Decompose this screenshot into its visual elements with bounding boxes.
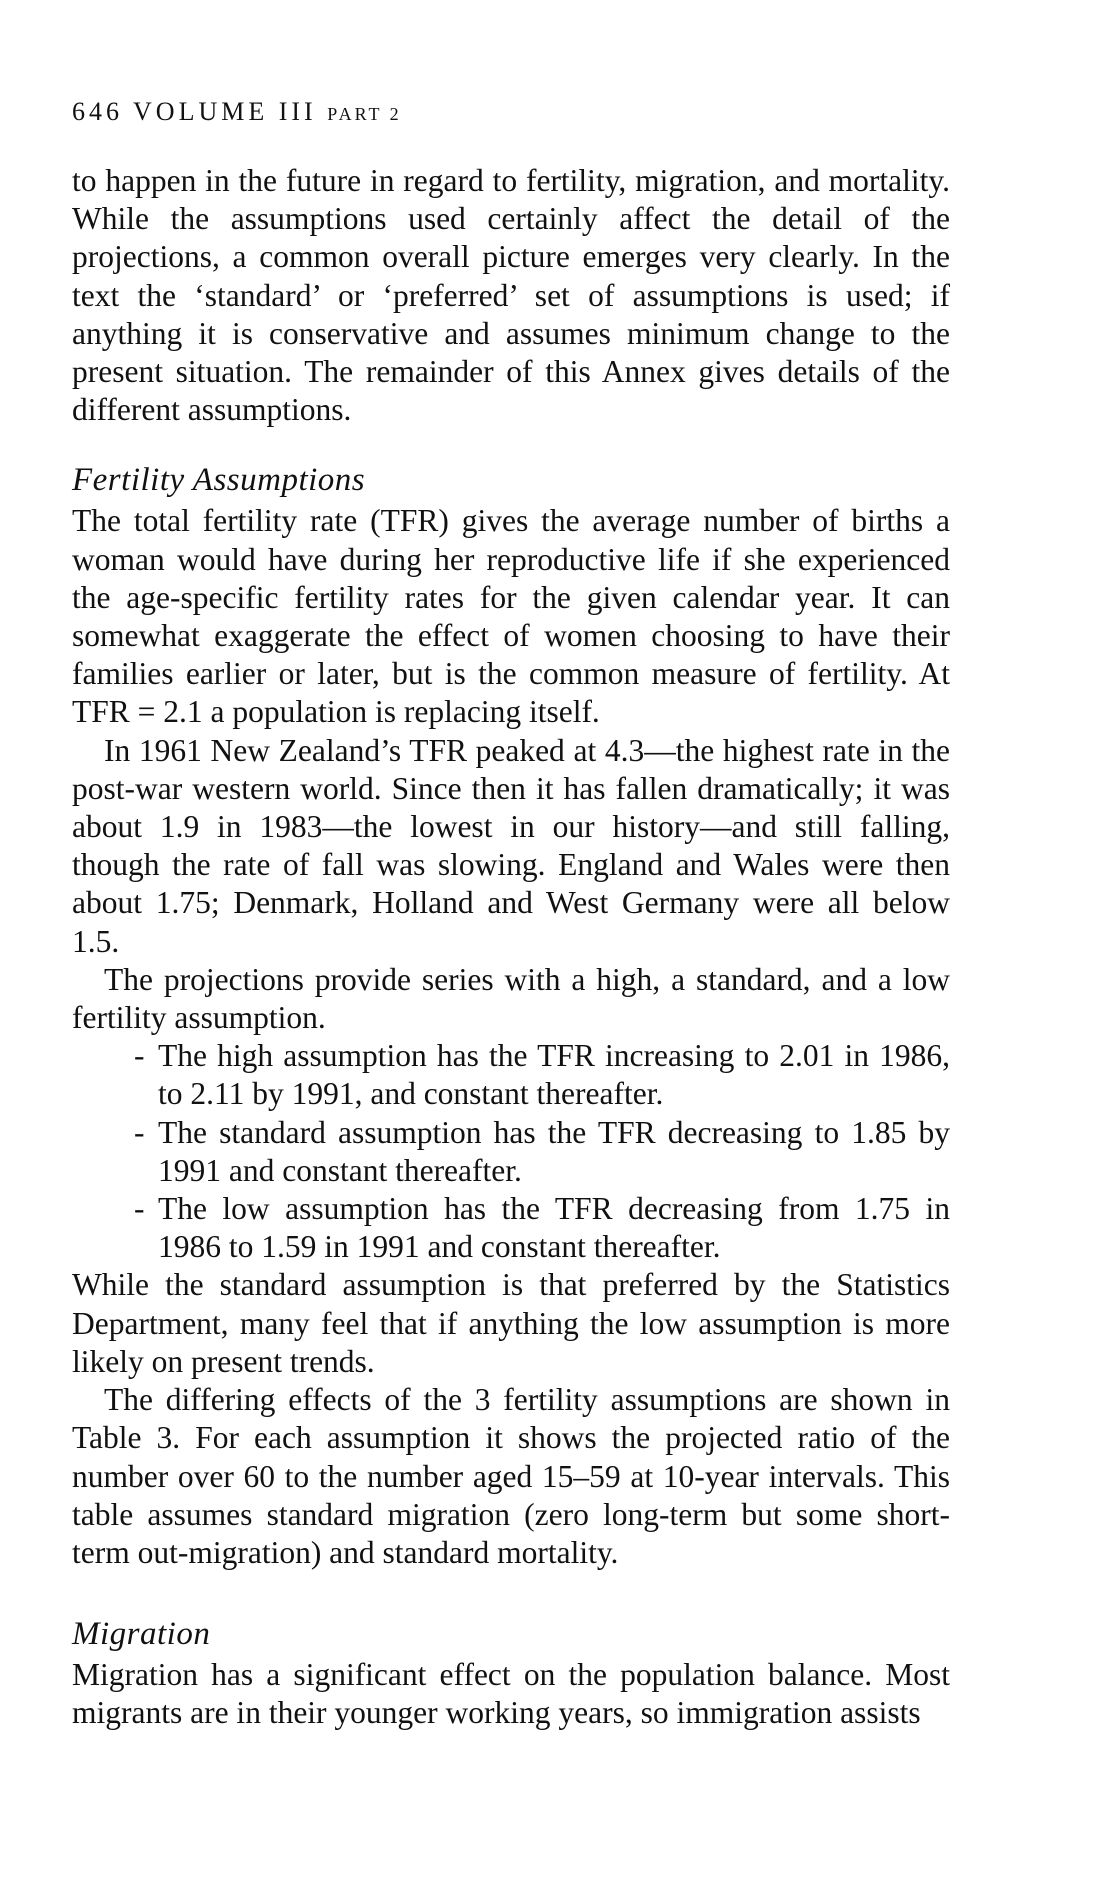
page-number: 646 xyxy=(72,97,123,126)
assumption-low xyxy=(134,1190,950,1266)
volume-label: VOLUME III xyxy=(133,97,317,126)
assumption-standard-text: The standard assumption has the TFR decreasing to 1.85 by 1991 and constant thereafter. xyxy=(158,1114,950,1188)
list-dash: - xyxy=(134,1114,145,1150)
assumption-standard xyxy=(134,1114,950,1190)
fertility-paragraph-3: The projections provide series with a high, a standard, and a low fertility assumption. xyxy=(72,961,950,1036)
migration-heading: Migration xyxy=(72,1616,211,1653)
fertility-paragraph-4: While the standard assumption is that preferred by the Statistics Department, many feel that if anything the low assumption is more likely on present trends. xyxy=(72,1267,950,1379)
part-label: PART 2 xyxy=(327,104,402,124)
fertility-assumption-list xyxy=(72,1037,950,1266)
intro-paragraph: to happen in the future in regard to fertility, migration, and mortality. While the assumptions used certainly affect the detail of the projections, a common overall picture emerges very clearly. In the text the ‘standard’ or ‘preferred’ set of assumptions is used; if anything it is conservative and assumes minimum change to the present situation. The remainder of this Annex gives details of the different assumptions. xyxy=(72,163,950,428)
fertility-paragraph-1: The total fertility rate (TFR) gives the average number of births a woman would have during her reproductive life if she experienced the age-specific fertility rates for the given calendar year. It can somewhat exaggerate the effect of women choosing to have their families earlier or later, but is the common measure of fertility. At TFR = 2.1 a population is replacing itself. xyxy=(72,503,950,730)
assumption-high xyxy=(134,1037,950,1113)
assumption-high-text: The high assumption has the TFR increasing to 2.01 in 1986, to 2.11 by 1991, and constant thereafter. xyxy=(158,1038,950,1112)
list-dash: - xyxy=(134,1191,145,1227)
fertility-heading: Fertility Assumptions xyxy=(72,462,366,499)
fertility-paragraph-2: In 1961 New Zealand’s TFR peaked at 4.3—the highest rate in the post-war western world. Since then it has fallen dramatically; it was about 1.9 in 1983—the lowest in our history—and still falling, though the rate of fall was slowing. England and Wales were then about 1.75; Denmark, Holland and West Germany were all below 1.5. xyxy=(72,732,950,959)
document-page xyxy=(72,92,950,1733)
fertility-paragraph-5: The differing effects of the 3 fertility assumptions are shown in Table 3. For each assumption it shows the projected ratio of the number over 60 to the number aged 15–59 at 10-year intervals. This table assumes standard migration (zero long-term but some short-term out-migration) and standard mortality. xyxy=(72,1382,950,1570)
list-dash: - xyxy=(134,1038,145,1074)
migration-paragraph-1: Migration has a significant effect on the population balance. Most migrants are in their younger working years, so immigration assists xyxy=(72,1657,950,1731)
assumption-low-text: The low assumption has the TFR decreasing from 1.75 in 1986 to 1.59 in 1991 and constant thereafter. xyxy=(158,1191,950,1265)
running-head xyxy=(72,92,950,134)
